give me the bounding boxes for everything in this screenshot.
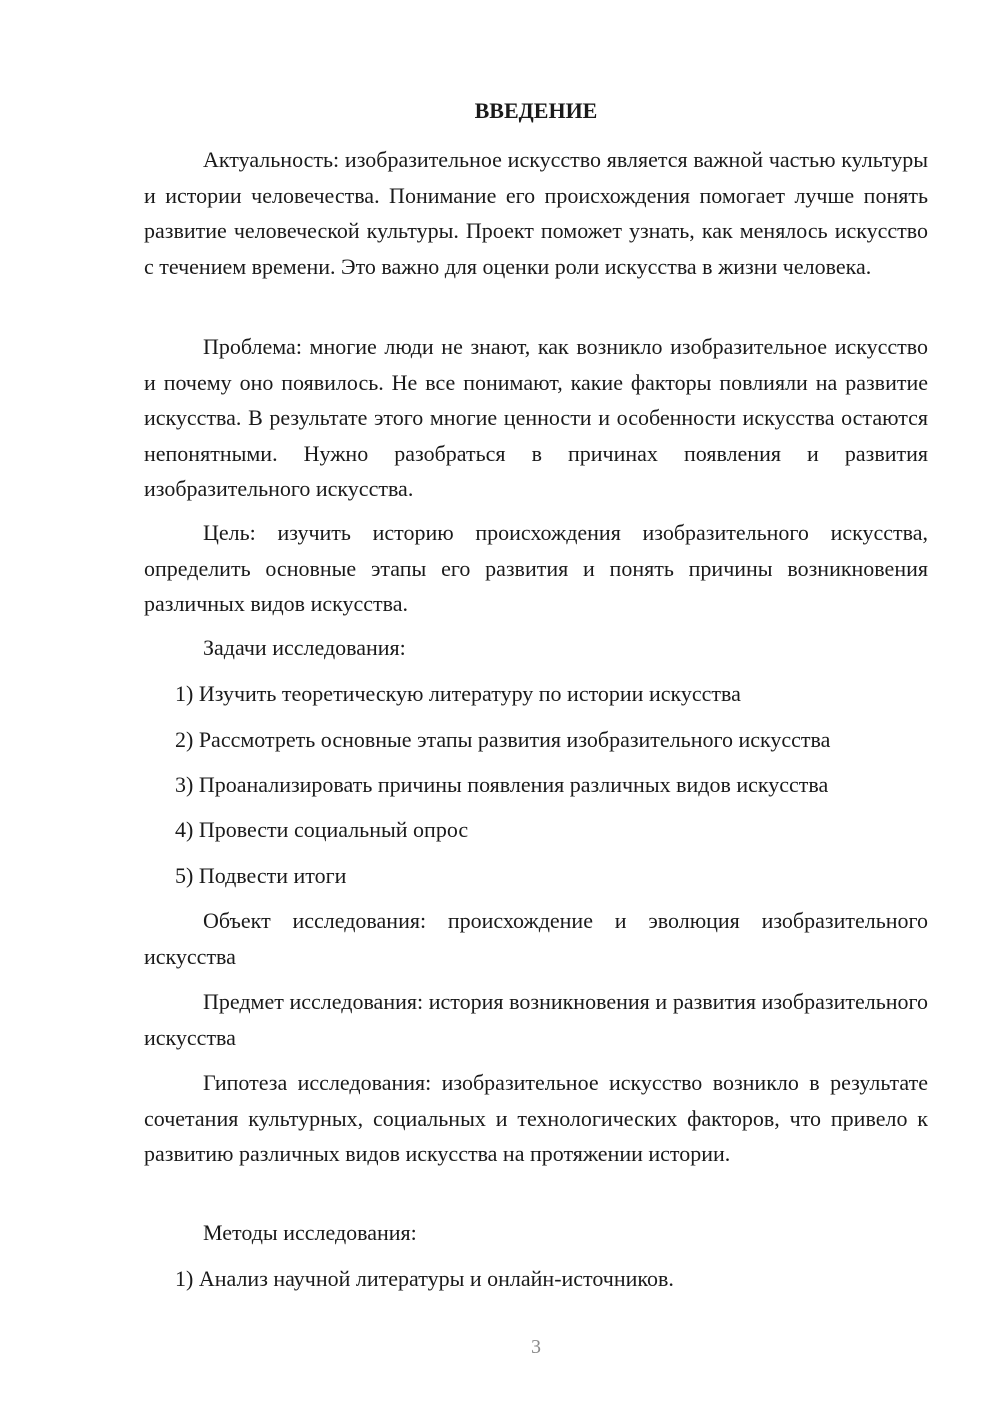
methods-heading: Методы исследования: — [203, 1220, 417, 1245]
paragraph-relevance: Актуальность: изобразительное искусство является важной частью культуры и истории человечества. Понимание его происхождения помогает лучше понять развитие человеческой культуры. Проект поможет узнать, как менялось искусство с течением времени. Это важно для оценки роли искусства в жизни человека. — [144, 147, 928, 279]
paragraph-problem: Проблема: многие люди не знают, как возникло изобразительное искусство и почему оно появилось. Не все понимают, какие факторы повлияли на развитие искусства. В результате этого многие ценности и особенности искусства остаются непонятными. Нужно разобраться в причинах появления и развития изобразительного искусства. — [144, 334, 928, 502]
paragraph-subject: Предмет исследования: история возникновения и развития изобразительного искусства — [144, 989, 928, 1050]
task-item: 4) Провести социальный опрос — [175, 817, 469, 842]
page-number: 3 — [531, 1336, 541, 1358]
task-item: 3) Проанализировать причины появления различных видов искусства — [175, 772, 829, 797]
task-item: 1) Изучить теоретическую литературу по истории искусства — [175, 681, 741, 706]
task-item: 5) Подвести итоги — [175, 863, 347, 888]
paragraph-hypothesis: Гипотеза исследования: изобразительное искусство возникло в результате сочетания культурных, социальных и технологических факторов, что привело к развитию различных видов искусства на протяжении истории. — [144, 1070, 928, 1167]
page-title: ВВЕДЕНИЕ — [474, 98, 598, 123]
task-item: 2) Рассмотреть основные этапы развития изобразительного искусства — [175, 727, 831, 752]
method-item: 1) Анализ научной литературы и онлайн-источников. — [175, 1266, 674, 1291]
paragraph-object: Объект исследования: происхождение и эволюция изобразительного искусства — [144, 908, 928, 969]
tasks-heading: Задачи исследования: — [203, 635, 406, 660]
paragraph-goal: Цель: изучить историю происхождения изобразительного искусства, определить основные этапы его развития и понять причины возникновения различных видов искусства. — [144, 520, 928, 617]
